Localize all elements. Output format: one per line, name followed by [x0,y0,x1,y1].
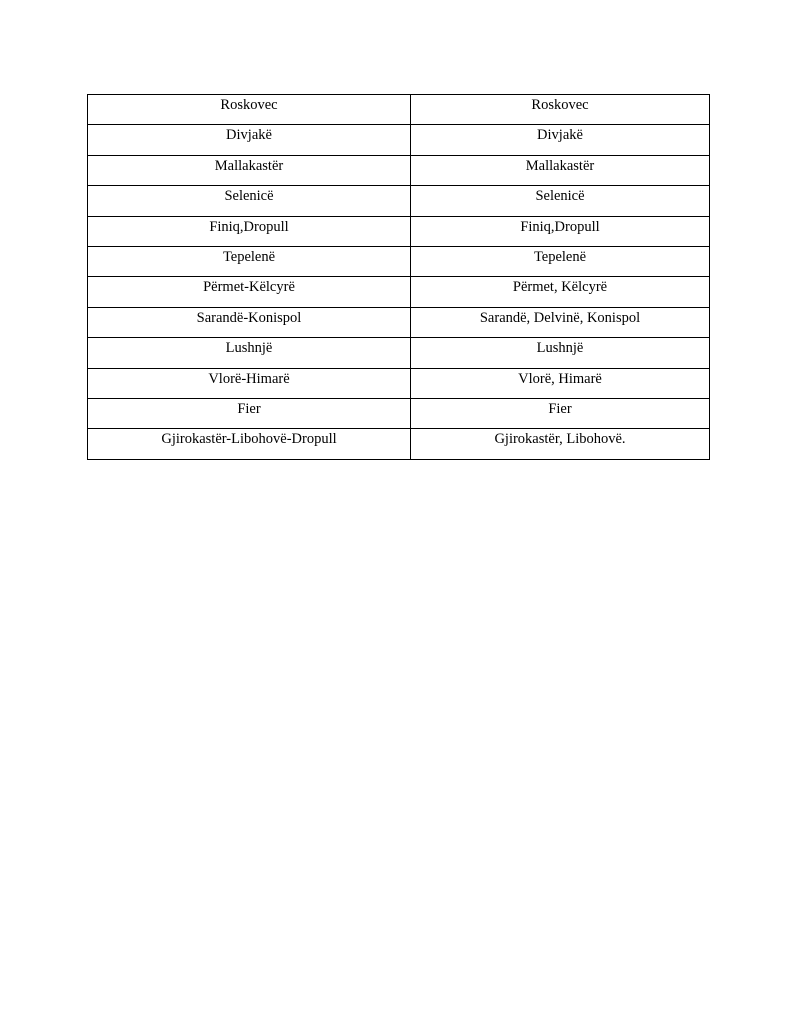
table-row [88,338,710,368]
table-cell-left: Sarandë-Konispol [88,307,411,337]
table-cell-left: Divjakë [88,125,411,155]
table-row [88,307,710,337]
table-cell-right: Gjirokastër, Libohovë. [411,429,710,459]
table-cell-right: Sarandë, Delvinë, Konispol [411,307,710,337]
table-cell-right: Fier [411,398,710,428]
table-cell-right: Mallakastër [411,155,710,185]
table-cell-right: Tepelenë [411,246,710,276]
table-cell-left: Roskovec [88,95,411,125]
table-cell-left: Mallakastër [88,155,411,185]
table-row [88,186,710,216]
table-cell-left: Tepelenë [88,246,411,276]
municipality-table [87,94,710,460]
table-cell-left: Finiq,Dropull [88,216,411,246]
table-cell-right: Divjakë [411,125,710,155]
table-cell-right: Roskovec [411,95,710,125]
table-row [88,125,710,155]
table-row [88,155,710,185]
table-row [88,429,710,459]
table-row [88,398,710,428]
table-cell-left: Lushnjë [88,338,411,368]
table-cell-right: Përmet, Këlcyrë [411,277,710,307]
table-cell-left: Përmet-Këlcyrë [88,277,411,307]
table-row [88,368,710,398]
table-cell-left: Gjirokastër-Libohovë-Dropull [88,429,411,459]
table-row [88,246,710,276]
table-cell-left: Fier [88,398,411,428]
table-cell-left: Vlorë-Himarë [88,368,411,398]
table-cell-right: Vlorë, Himarë [411,368,710,398]
table-row [88,216,710,246]
table-cell-left: Selenicë [88,186,411,216]
table-cell-right: Lushnjë [411,338,710,368]
table-row [88,277,710,307]
table-cell-right: Finiq,Dropull [411,216,710,246]
table-cell-right: Selenicë [411,186,710,216]
table-row [88,95,710,125]
